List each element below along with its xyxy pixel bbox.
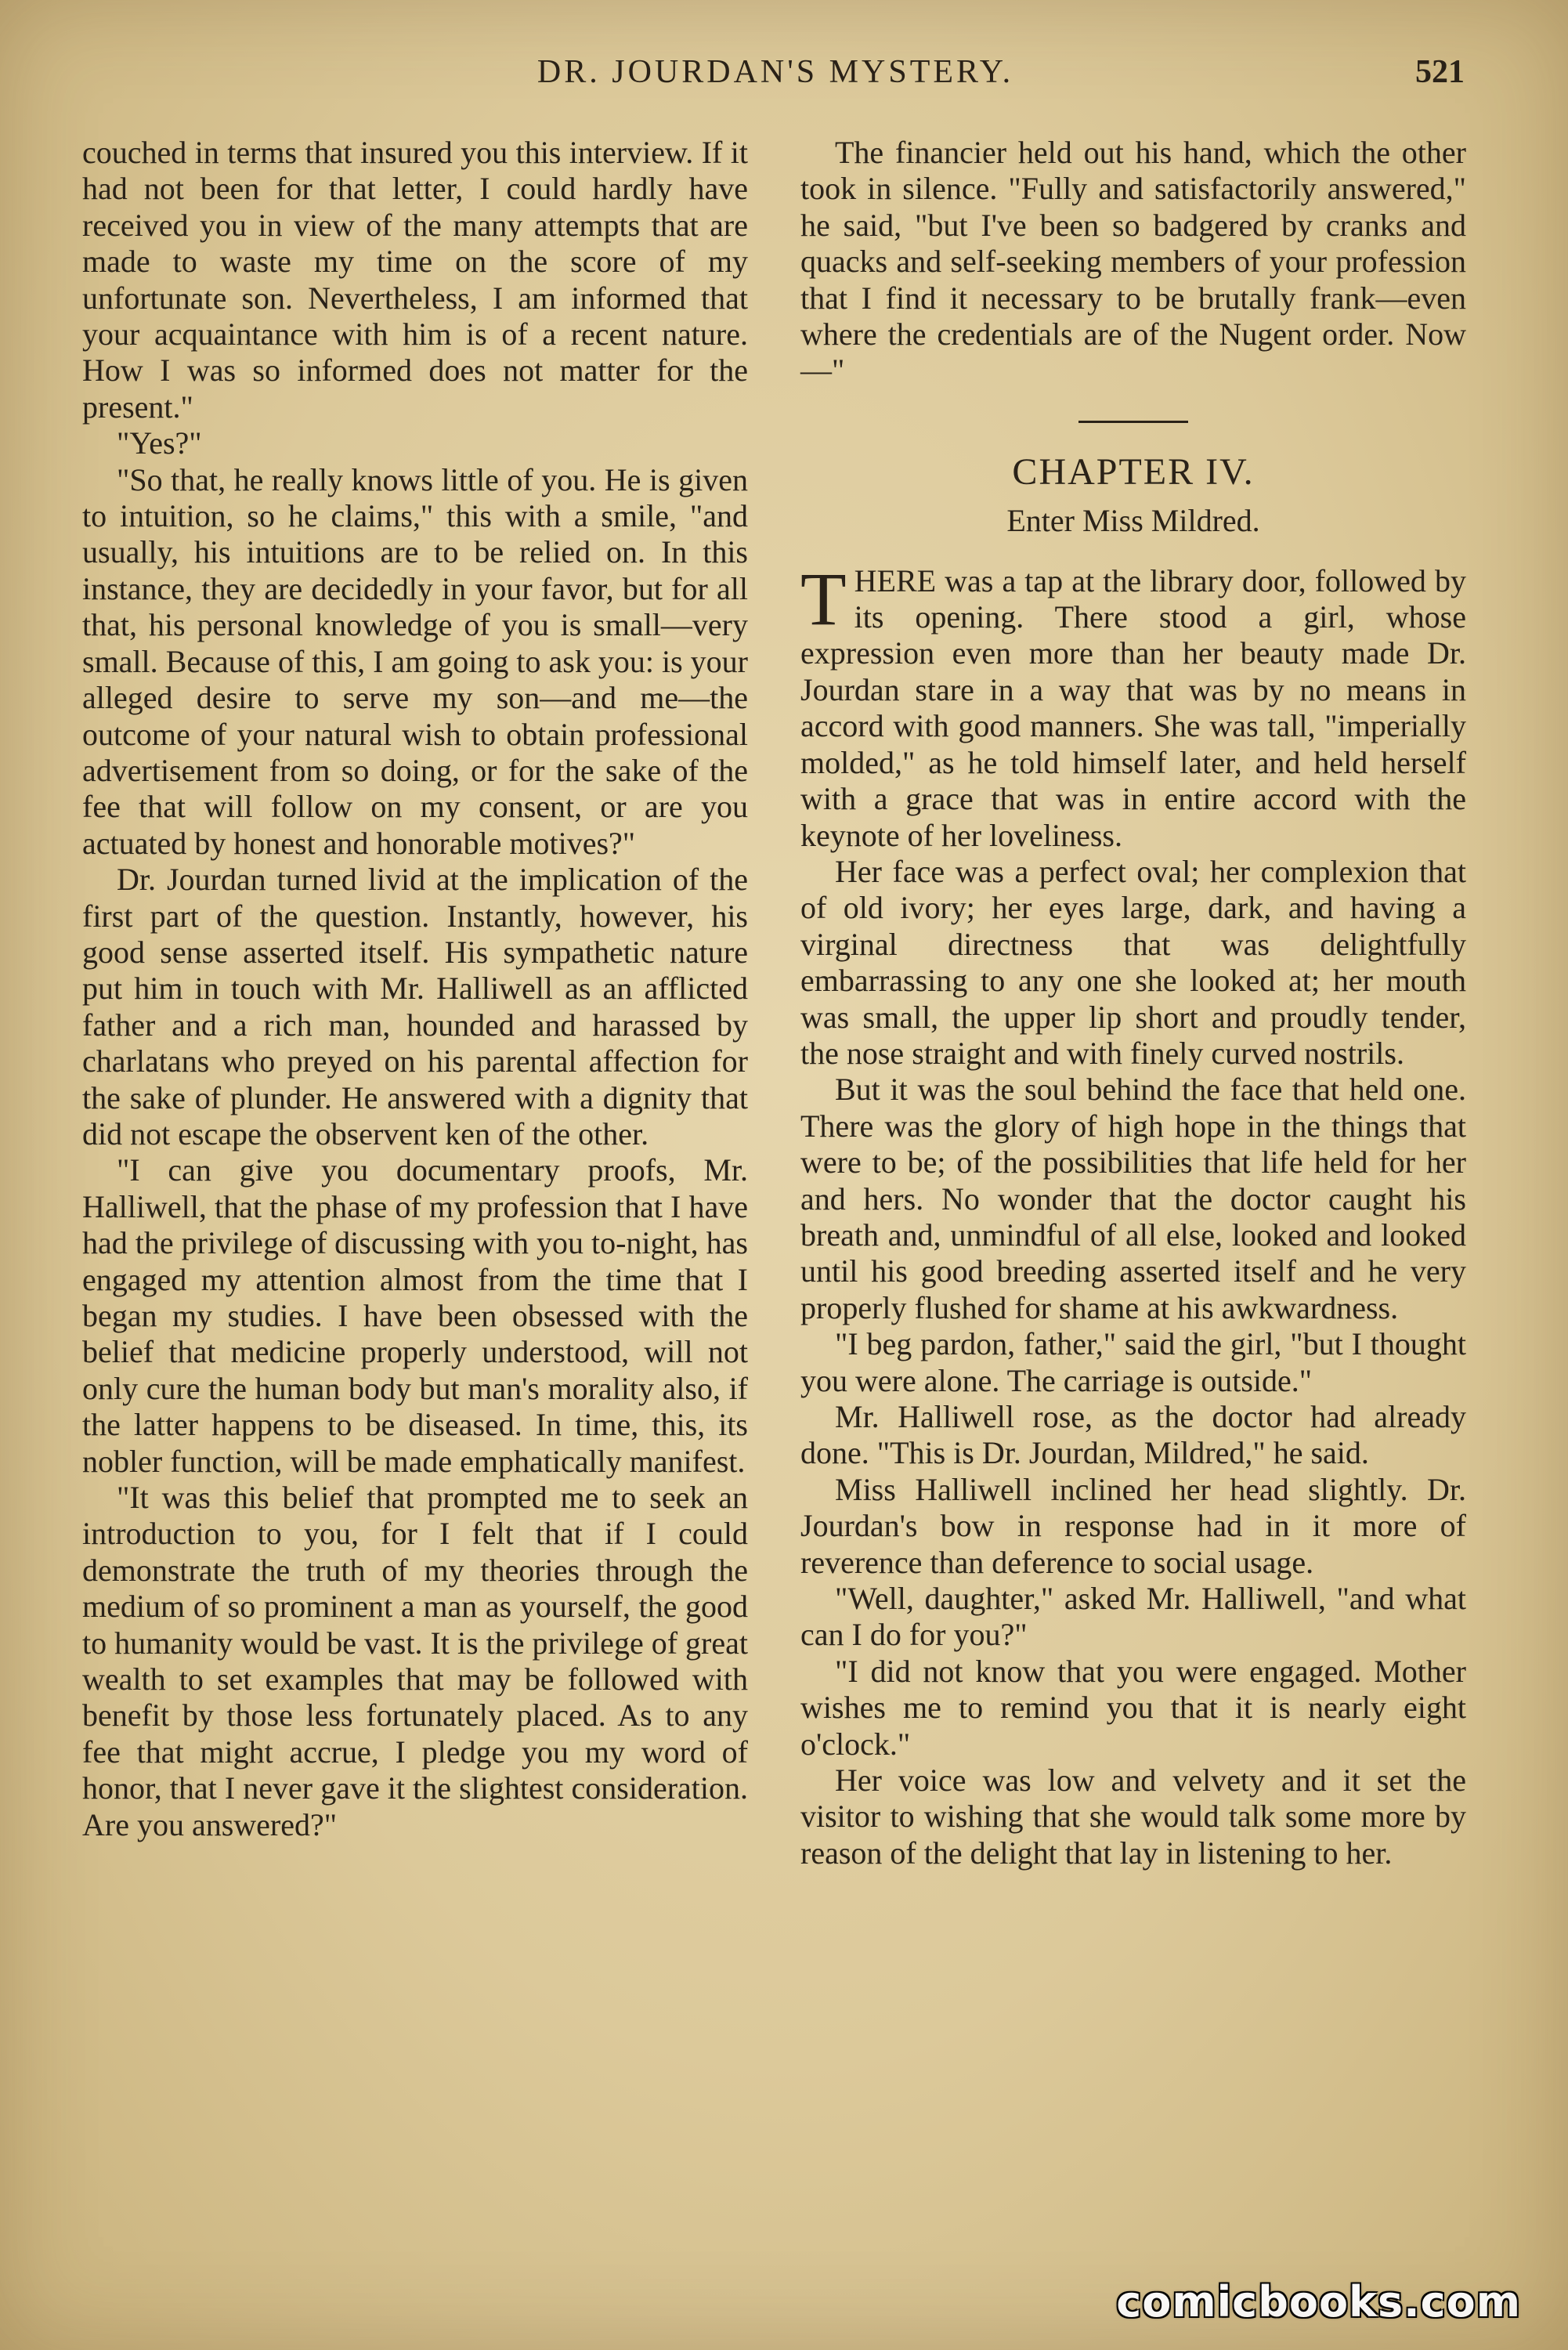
chapter-subtitle: Enter Miss Mildred.	[1006, 503, 1260, 539]
paragraph: Her voice was low and velvety and it set the visitor to wishing that she would talk some more by reason of the delight that lay in listening to her.	[800, 1762, 1466, 1871]
chapter-opening-paragraph	[800, 556, 1466, 854]
paragraph: "So that, he really knows little of you. He is given to intuition, so he claims," this with a smile, "and usually, his intuitions are to be relied on. In this instance, they are decidedly in your favor, but for all that, his personal knowledge of you is small—very small. Because of this, I am going to ask you: is your alleged desire to serve my son—and me—the outcome of your natural wish to obtain professional advertisement from so doing, or for the sake of the fee that will follow on my consent, or are you actuated by honest and honorable motives?"	[82, 461, 748, 861]
paragraph: Dr. Jourdan turned livid at the implication of the first part of the question. Instantly, however, his good sense asserted itself. His sympathetic nature put him in touch with Mr. Halliwell as an afflicted father and a rich man, hounded and harassed by charlatans who preyed on his parental affection for the sake of plunder. He answered with a dignity that did not escape the observent ken of the other.	[82, 862, 748, 1152]
paragraph: Mr. Halliwell rose, as the doctor had already done. "This is Dr. Jourdan, Mildred," he said.	[800, 1399, 1466, 1471]
page-number: 521	[1415, 54, 1465, 90]
paragraph: The financier held out his hand, which the other took in silence. "Fully and satisfactorily answered," he said, "but I've been so badgered by cranks and quacks and self-seeking members of your profession that I find it necessary to be brutally frank—even where the credentials are of the Nugent order. Now—"	[800, 135, 1466, 389]
paragraph: "Yes?"	[117, 425, 202, 461]
paragraph: Her face was a perfect oval; her complexion that of old ivory; her eyes large, dark, and having a virginal directness that was delightfully embarrassing to any one she looked at; her mouth was small, the upper lip short and proudly tender, the nose straight and with finely curved nostrils.	[800, 853, 1466, 1071]
watermark-logo: comicbooks.com	[1116, 2277, 1521, 2326]
paragraph-text: HERE was a tap at the library door, followed by its opening. There stood a girl, whose expression even more than her beauty made Dr. Jourdan stare in a way that was by no means in accord with good manners. She was tall, "imperially molded," as he told himself later, and held herself with a grace that was in entire accord with the keynote of her loveliness.	[800, 562, 1466, 853]
paragraph: Miss Halliwell inclined her head slightly. Dr. Jourdan's bow in response had in it more of reverence than deference to social usage.	[800, 1471, 1466, 1580]
paragraph: But it was the soul behind the face that held one. There was the glory of high hope in the things that were to be; of the possibilities that life held for her and hers. No wonder that the doctor caught his breath and, unmindful of all else, looked and looked until his good breeding asserted itself and he very properly flushed for shame at his awkwardness.	[800, 1072, 1466, 1325]
paragraph: "I beg pardon, father," said the girl, "but I thought you were alone. The carriage is outside."	[800, 1326, 1466, 1398]
paragraph: "Well, daughter," asked Mr. Halliwell, "and what can I do for you?"	[800, 1581, 1466, 1653]
running-title: DR. JOURDAN'S MYSTERY.	[537, 54, 1014, 90]
paragraph: "It was this belief that prompted me to seek an introduction to you, for I felt that if I could demonstrate the truth of my theories through the medium of so prominent a man as yourself, the good to humanity would be vast. It is the privilege of great wealth to set examples that may be followed with benefit by those less fortunately placed. As to any fee that might accrue, I pledge you my word of honor, that I never gave it the slightest consideration. Are you answered?"	[82, 1480, 748, 1842]
drop-cap: T	[800, 556, 847, 641]
left-column	[82, 135, 748, 1843]
paragraph: "I did not know that you were engaged. Mother wishes me to remind you that it is nearly eight o'clock."	[800, 1653, 1466, 1762]
paragraph: couched in terms that insured you this interview. If it had not been for that letter, I could hardly have received you in view of the many attempts that are made to waste my time on the score of my unfortunate son. Nevertheless, I am informed that your acquaintance with him is of a recent nature. How I was so informed does not matter for the present."	[82, 135, 748, 425]
paragraph: "I can give you documentary proofs, Mr. Halliwell, that the phase of my profession that I have had the privilege of discussing with you to-night, has engaged my attention almost from the time that I began my studies. I have been obsessed with the belief that medicine properly understood, will not only cure the human body but man's morality also, if the latter happens to be diseased. In time, this, its nobler function, will be made emphatically manifest.	[82, 1152, 748, 1479]
chapter-heading: CHAPTER IV.	[1012, 450, 1255, 493]
section-divider	[1078, 421, 1188, 423]
right-column	[800, 135, 1466, 1871]
page-header	[78, 53, 1472, 100]
